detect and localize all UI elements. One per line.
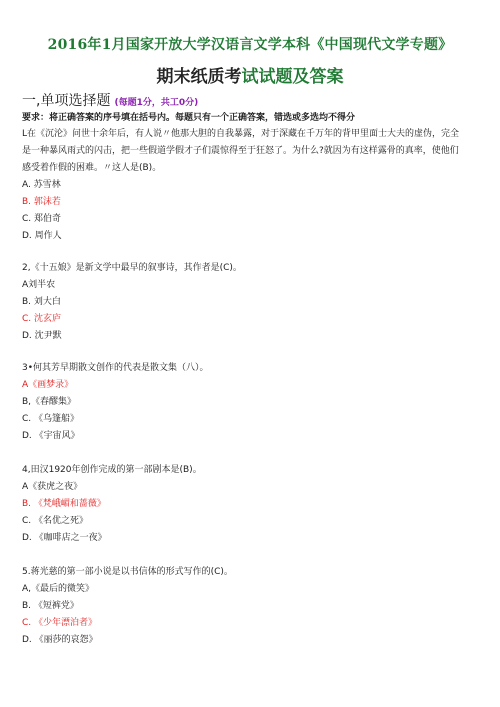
option-b-answer: B. 郭沫若: [22, 197, 61, 207]
title-green-part: 试试题及答案: [241, 67, 344, 87]
question-4: [22, 462, 478, 547]
option-d: D. 《宇宙风》: [22, 431, 80, 441]
option-a: A,《最后的微笑》: [22, 584, 95, 594]
option-a: A. 苏雪林: [22, 180, 61, 190]
section-requirement: 要求：将正确答案的序号填在括号内。每题只有一个正确答案，错选或多选均不得分: [22, 113, 356, 123]
question-stem-line: L在《沉沦》问世十余年后，有人说〃他那大胆的自我暴露，对于深藏在千万年的背甲里面士大夫的虚伪，完全: [22, 129, 460, 139]
option-c: C. 《名优之死》: [22, 516, 89, 526]
question-stem-line: 4,田汉1920年创作完成的第一部剧本是(B)。: [22, 465, 202, 475]
exam-title-line1: 2016年1月国家开放大学汉语言文学本科《中国现代文学专题》: [47, 37, 453, 53]
title-black-part: 期末纸质考: [156, 67, 242, 87]
option-d: D. 《咖啡店之一夜》: [22, 533, 107, 543]
exam-title-line2: [0, 62, 500, 87]
question-1: [22, 126, 478, 245]
option-a: A《获虎之夜》: [22, 482, 83, 492]
section-heading-text: 一,单项选择题: [22, 93, 111, 109]
option-c-answer: C. 沈玄庐: [22, 314, 62, 324]
option-b-answer: B. 《梵峨嵋和蔷薇》: [22, 499, 106, 509]
option-b: B. 刘大白: [22, 297, 61, 307]
option-d: D. 《丽莎的哀怨》: [22, 635, 98, 645]
section-score-note: (每题1分，共工0分): [114, 98, 199, 108]
option-b: B,《春醪集》: [22, 397, 77, 407]
option-d: D. 周作人: [22, 231, 62, 241]
question-5: [22, 564, 478, 649]
question-3: [22, 360, 478, 445]
question-stem-line: 3•何其芳早期散文创作的代表是散文集（八）。: [22, 363, 209, 373]
option-c-answer: C. 《少年漂泊者》: [22, 618, 98, 628]
question-stem-line: 2,《十五娘》是新文学中最早的叙事诗，其作者是(C)。: [22, 263, 242, 273]
option-c: C. 《乌篷船》: [22, 414, 80, 424]
question-stem-line: 5.蒋光慈的第一部小说是以书信体的形式写作的(C)。: [22, 567, 233, 577]
option-b: B. 《短裤党》: [22, 601, 79, 611]
question-2: [22, 260, 478, 345]
question-stem-line: 感受着作假的困难。〃这人是(B)。: [22, 163, 162, 173]
section-heading: [22, 90, 198, 110]
option-d: D. 沈尹默: [22, 331, 62, 341]
option-a: A刘半农: [22, 280, 56, 290]
question-stem-line: 是一种暴风雨式的闪击，把一些假道学假才子们震惊得至于狂怒了。为什么?就因为有这样露骨的真率，使他们: [22, 146, 459, 156]
option-c: C. 郑伯奇: [22, 214, 62, 224]
option-a-answer: A《画梦录》: [22, 380, 74, 390]
